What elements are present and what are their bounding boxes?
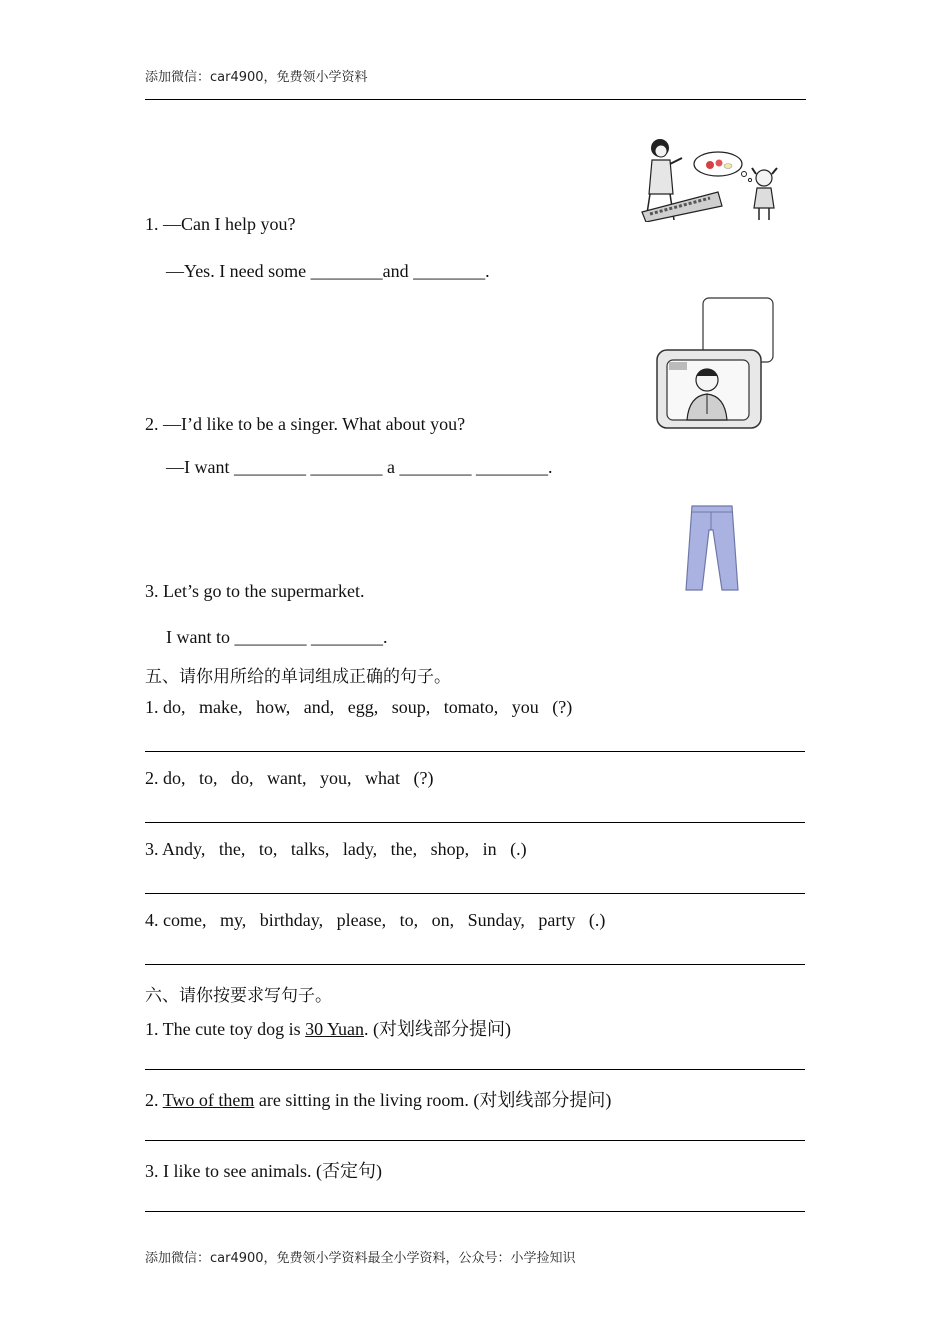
reorder-item-3: 3. Andy, the, to, talks, lady, the, shop, in (.)	[145, 839, 527, 859]
rewrite-1-post: . (对划线部分提问)	[363, 1019, 511, 1039]
header-rule	[145, 99, 806, 100]
tv-picture	[655, 296, 775, 432]
reorder-item-4: 4. come, my, birthday, please, to, on, Sunday, party (.)	[145, 910, 606, 930]
answer-line	[145, 822, 805, 823]
reorder-item-1: 1. do, make, how, and, egg, soup, tomato, you (?)	[145, 697, 573, 717]
answer-line	[145, 1069, 805, 1070]
answer-line	[145, 1140, 805, 1141]
shop-scene-picture	[640, 134, 780, 222]
answer-line	[145, 1211, 805, 1212]
trousers-picture	[684, 504, 740, 592]
answer-line	[145, 964, 805, 965]
answer-line	[145, 751, 805, 752]
page-footer: 添加微信：car4900，免费领小学资料最全小学资料，公众号：小学捡知识	[145, 1251, 576, 1266]
rewrite-item-3: 3. I like to see animals. (否定句)	[145, 1161, 382, 1181]
page-header: 添加微信：car4900，免费领小学资料	[145, 70, 368, 85]
section-6-title: 六、请你按要求写句子。	[145, 986, 332, 1006]
rewrite-2-underlined: Two of them	[162, 1090, 255, 1110]
question-2-line2: —I want ________ ________ a ________ ________.	[166, 457, 553, 477]
rewrite-2-pre: 2.	[145, 1090, 163, 1110]
question-2-line1: 2. —I’d like to be a singer. What about you?	[145, 414, 466, 434]
section-5-title: 五、请你用所给的单词组成正确的句子。	[145, 667, 451, 687]
rewrite-1-pre: 1. The cute toy dog is	[145, 1019, 306, 1039]
rewrite-item-2	[145, 1086, 611, 1112]
question-1-line1: 1. —Can I help you?	[145, 214, 296, 234]
rewrite-2-post: are sitting in the living room. (对划线部分提问)	[254, 1090, 612, 1110]
question-1-line2: —Yes. I need some ________and ________.	[166, 261, 490, 281]
rewrite-item-1	[145, 1015, 511, 1041]
question-3-line1: 3. Let’s go to the supermarket.	[145, 581, 365, 601]
question-3-line2: I want to ________ ________.	[166, 627, 388, 647]
rewrite-1-underlined: 30 Yuan	[305, 1019, 364, 1039]
reorder-item-2: 2. do, to, do, want, you, what (?)	[145, 768, 434, 788]
answer-line	[145, 893, 805, 894]
